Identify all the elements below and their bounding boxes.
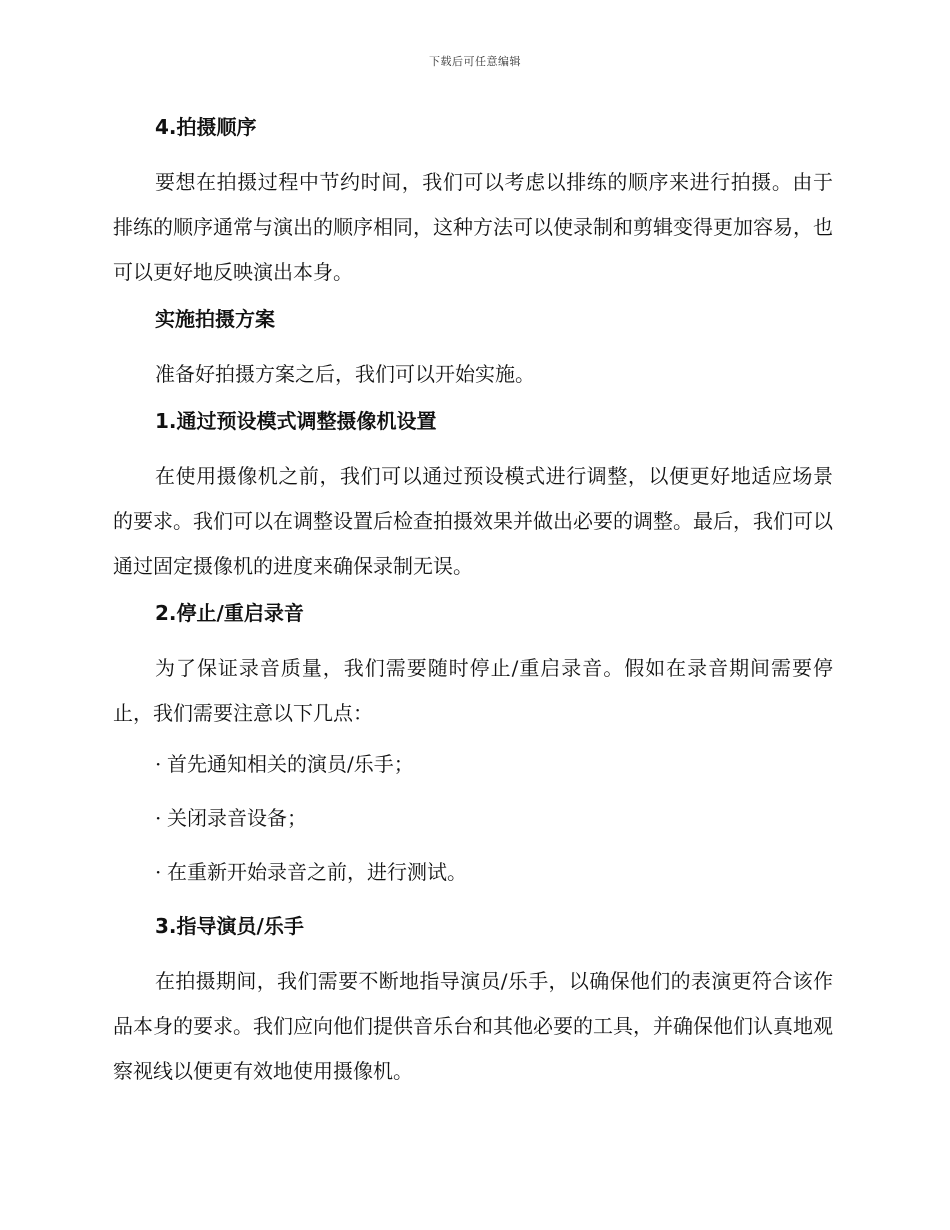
bullet-text: 在重新开始录音之前，进行测试。 [167, 860, 467, 884]
bullet-dot: · [155, 860, 162, 884]
document-body [113, 112, 833, 1103]
section-heading: 1.通过预设模式调整摄像机设置 [155, 409, 437, 433]
page-header: 下载后可任意编辑 [429, 55, 521, 68]
bullet-dot: · [155, 752, 162, 776]
bullet-text: 首先通知相关的演员/乐手； [167, 752, 414, 776]
section-paragraph: 在使用摄像机之前，我们可以通过预设模式进行调整，以便更好地适应场景的要求。我们可以在调整设置后检查拍摄效果并做出必要的调整。最后，我们可以通过固定摄像机的进度来确保录制无误。 [113, 464, 833, 578]
section-heading: 2.停止/重启录音 [155, 601, 304, 625]
section-heading: 3.指导演员/乐手 [155, 914, 304, 938]
section-heading: 4.拍摄顺序 [155, 115, 257, 139]
bullet-text: 关闭录音设备； [167, 806, 307, 830]
section-heading: 实施拍摄方案 [155, 307, 275, 331]
bullet-item [113, 803, 833, 833]
section-paragraph: 要想在拍摄过程中节约时间，我们可以考虑以排练的顺序来进行拍摄。由于排练的顺序通常与演出的顺序相同，这种方法可以使录制和剪辑变得更加容易，也可以更好地反映演出本身。 [113, 170, 833, 284]
section-paragraph: 在拍摄期间，我们需要不断地指导演员/乐手，以确保他们的表演更符合该作品本身的要求。我们应向他们提供音乐台和其他必要的工具，并确保他们认真地观察视线以便更有效地使用摄像机。 [113, 969, 833, 1083]
section-paragraph: 为了保证录音质量，我们需要随时停止/重启录音。假如在录音期间需要停止，我们需要注意以下几点： [113, 656, 833, 725]
bullet-item [113, 749, 833, 779]
bullet-dot: · [155, 806, 162, 830]
bullet-item [113, 857, 833, 887]
section-paragraph: 准备好拍摄方案之后，我们可以开始实施。 [155, 362, 535, 386]
